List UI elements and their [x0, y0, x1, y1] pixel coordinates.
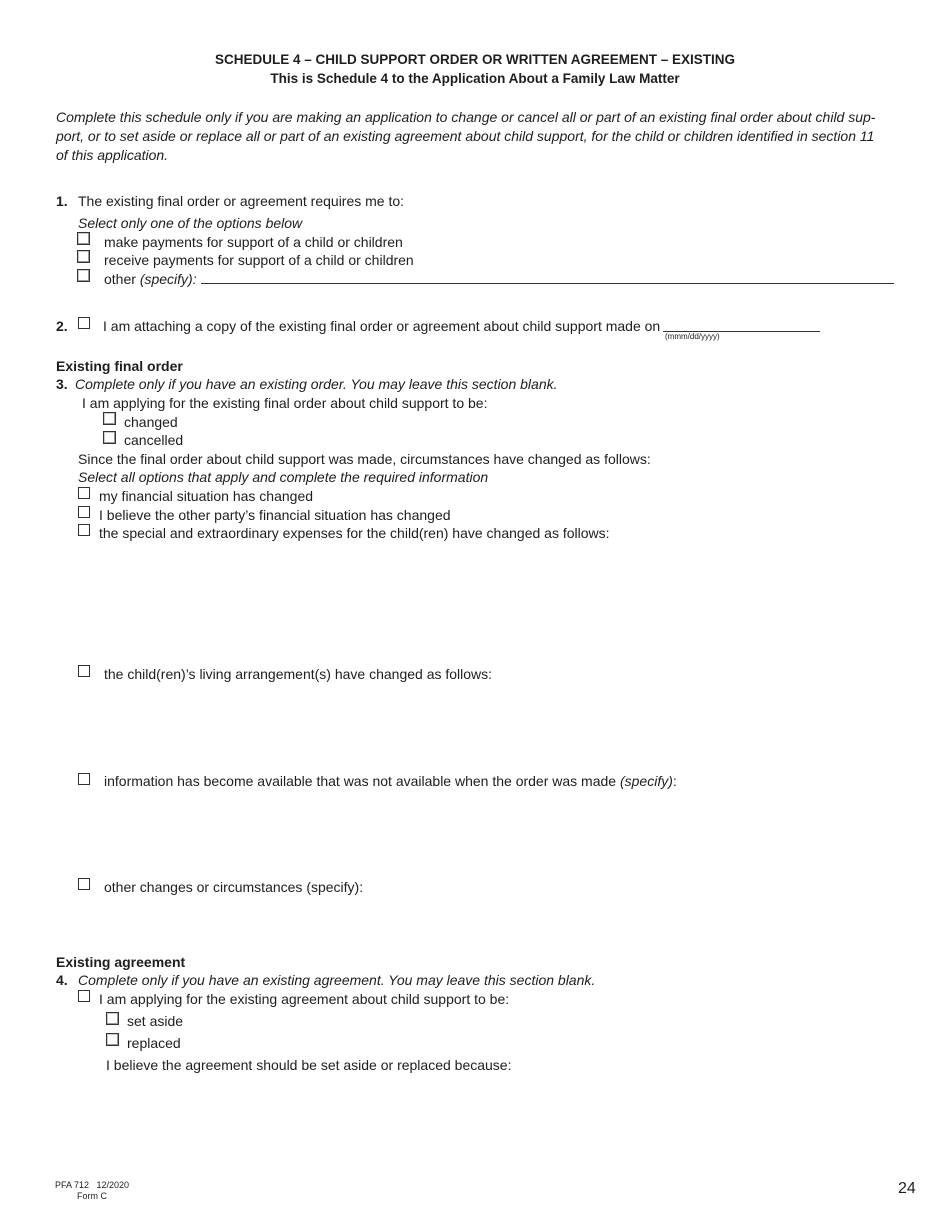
make-payments-label: make payments for support of a child or children [104, 234, 403, 250]
other-party-financial-label: I believe the other party’s financial situation has changed [99, 507, 451, 523]
applying-agreement-checkbox[interactable] [78, 990, 90, 1002]
new-information-label: information has become available that was not available when the order was made (specify): [104, 773, 677, 789]
existing-agreement-heading: Existing agreement [56, 954, 186, 970]
replaced-checkbox[interactable] [106, 1033, 119, 1046]
other-party-financial-checkbox[interactable] [78, 506, 90, 518]
set-aside-label: set aside [127, 1013, 184, 1029]
changed-checkbox[interactable] [103, 412, 116, 425]
attaching-copy-label: I am attaching a copy of the existing final order or agreement about child support made on [103, 318, 661, 334]
existing-final-order-heading: Existing final order [56, 358, 183, 374]
intro-line-3: of this application. [56, 147, 169, 163]
changed-label: changed [124, 414, 178, 430]
section-3-applying: I am applying for the existing final order about child support to be: [82, 395, 488, 411]
intro-line-1: Complete this schedule only if you are making an application to change or cancel all or part of an existing final order about child sup- [56, 109, 876, 125]
applying-agreement-label: I am applying for the existing agreement about child support to be: [99, 991, 510, 1007]
section-1-instruction: Select only one of the options below [78, 215, 303, 231]
living-arrangements-checkbox[interactable] [78, 665, 90, 677]
make-payments-checkbox[interactable] [77, 232, 90, 245]
form-code: PFA 712 12/2020 [55, 1180, 130, 1190]
section-1-text: The existing final order or agreement requires me to: [78, 193, 405, 209]
section-4-number: 4. [56, 972, 68, 988]
my-financial-checkbox[interactable] [78, 487, 90, 499]
date-format-hint: (mmm/dd/yyyy) [665, 332, 720, 341]
cancelled-label: cancelled [124, 432, 184, 448]
other-changes-checkbox[interactable] [78, 878, 90, 890]
section-3-instruction: Complete only if you have an existing order. You may leave this section blank. [75, 376, 558, 392]
section-3-number: 3. [56, 376, 68, 392]
intro-line-2: port, or to set aside or replace all or part of an existing agreement about child support, for the child or children identified in section 11 [56, 128, 875, 144]
form-letter: Form C [77, 1191, 107, 1201]
living-arrangements-label: the child(ren)’s living arrangement(s) have changed as follows: [104, 666, 493, 682]
other-changes-label: other changes or circumstances (specify): [104, 879, 364, 895]
section-2-number: 2. [56, 318, 68, 334]
set-aside-checkbox[interactable] [106, 1012, 119, 1025]
replaced-label: replaced [127, 1035, 181, 1051]
set-aside-reason-text: I believe the agreement should be set aside or replaced because: [106, 1057, 512, 1073]
special-expenses-label: the special and extraordinary expenses for the child(ren) have changed as follows: [99, 525, 610, 541]
other-label: other (specify): [104, 271, 197, 287]
circumstances-text: Since the final order about child support was made, circumstances have changed as follows: [78, 451, 651, 467]
other-checkbox[interactable] [77, 269, 90, 282]
page-title: SCHEDULE 4 – CHILD SUPPORT ORDER OR WRITTEN AGREEMENT – EXISTING [214, 52, 736, 67]
other-specify-field[interactable] [201, 283, 894, 284]
section-4-instruction: Complete only if you have an existing agreement. You may leave this section blank. [78, 972, 596, 988]
cancelled-checkbox[interactable] [103, 431, 116, 444]
special-expenses-checkbox[interactable] [78, 524, 90, 536]
my-financial-label: my financial situation has changed [99, 488, 314, 504]
page-number: 24 [898, 1180, 916, 1197]
section-1-number: 1. [56, 193, 68, 209]
receive-payments-checkbox[interactable] [77, 250, 90, 263]
page-subtitle: This is Schedule 4 to the Application About a Family Law Matter [270, 71, 680, 86]
attaching-copy-checkbox[interactable] [78, 317, 90, 329]
receive-payments-label: receive payments for support of a child or children [104, 252, 414, 268]
select-all-instruction: Select all options that apply and complete the required information [78, 469, 489, 485]
new-information-checkbox[interactable] [78, 773, 90, 785]
